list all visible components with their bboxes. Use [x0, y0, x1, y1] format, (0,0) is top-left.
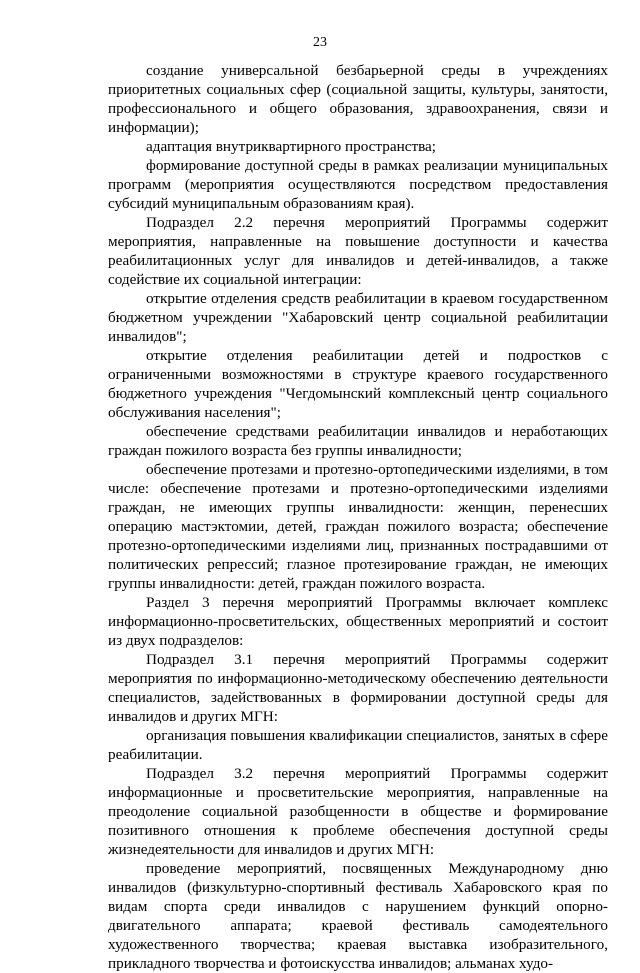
paragraph-qualification-training: организация повышения квалификации специалистов, занятых в сфере реабилитации.	[108, 727, 608, 763]
paragraph-disability-day-events: проведение мероприятий, посвященных Международному дню инвалидов (физкультурно-спортивный фестиваль Хабаровского края по видам спорта среди инвалидов с нарушением функций опорно-двигательного аппарата; краевой фестиваль самодеятельного художественного творчества; краевая выставка изобразительного, прикладного творчества и фотоискусства инвалидов; альманах худо-	[108, 860, 608, 972]
paragraph-section-3: Раздел 3 перечня мероприятий Программы включает комплекс информационно-просветительских, общественных мероприятий и состоит из двух подразделов:	[108, 594, 608, 649]
paragraph-rehab-means-department: открытие отделения средств реабилитации в краевом государственном бюджетном учреждении "Хабаровский центр социальной реабилитации инвалидов";	[108, 290, 608, 345]
paragraph-universal-environment: создание универсальной безбарьерной среды в учреждениях приоритетных социальных сфер (социальной защиты, культуры, занятости, профессионального и общего образования, здравоохранения, связи и информации);	[108, 62, 608, 136]
paragraph-prosthetics: обеспечение протезами и протезно-ортопедическими изделиями, в том числе: обеспечение протезами и протезно-ортопедическими изделиями граждан, не имеющих группы инвалидности: женщин, перенесших операцию мастэктомии, детей, граждан пожилого возраста; обеспечение протезно-ортопедическими изделиями лиц, признанных пострадавшими от политических репрессий; глазное протезирование граждан, не имеющих группы инвалидности: детей, граждан пожилого возраста.	[108, 461, 608, 592]
paragraph-municipal-programs: формирование доступной среды в рамках реализации муниципальных программ (мероприятия осуществляются посредством предоставления субсидий муниципальным образованиям края).	[108, 157, 608, 212]
paragraph-apartment-adaptation: адаптация внутриквартирного пространства;	[146, 138, 437, 155]
paragraph-subsection-3-2: Подраздел 3.2 перечня мероприятий Программы содержит информационные и просветительские мероприятия, направленные на преодоление социальной разобщенности в обществе и формирование позитивного отношения к проблеме обеспечения доступной среды жизнедеятельности для инвалидов и других МГН:	[108, 765, 608, 858]
paragraph-subsection-2-2: Подраздел 2.2 перечня мероприятий Программы содержит мероприятия, направленные на повышение доступности и качества реабилитационных услуг для инвалидов и детей-инвалидов, а также содействие их социальной интеграции:	[108, 214, 608, 288]
page-number: 23	[313, 35, 327, 50]
document-body	[108, 61, 608, 973]
paragraph-subsection-3-1: Подраздел 3.1 перечня мероприятий Программы содержит мероприятия по информационно-методическому обеспечению деятельности специалистов, задействованных в формировании доступной среды для инвалидов и других МГН:	[108, 651, 608, 725]
paragraph-rehab-means-provision: обеспечение средствами реабилитации инвалидов и неработающих граждан пожилого возраста без группы инвалидности;	[108, 423, 608, 459]
paragraph-children-rehab-department: открытие отделения реабилитации детей и подростков с ограниченными возможностями в структуре краевого государственного бюджетного учреждения "Чегдомынский комплексный центр социального обслуживания населения";	[108, 347, 608, 421]
